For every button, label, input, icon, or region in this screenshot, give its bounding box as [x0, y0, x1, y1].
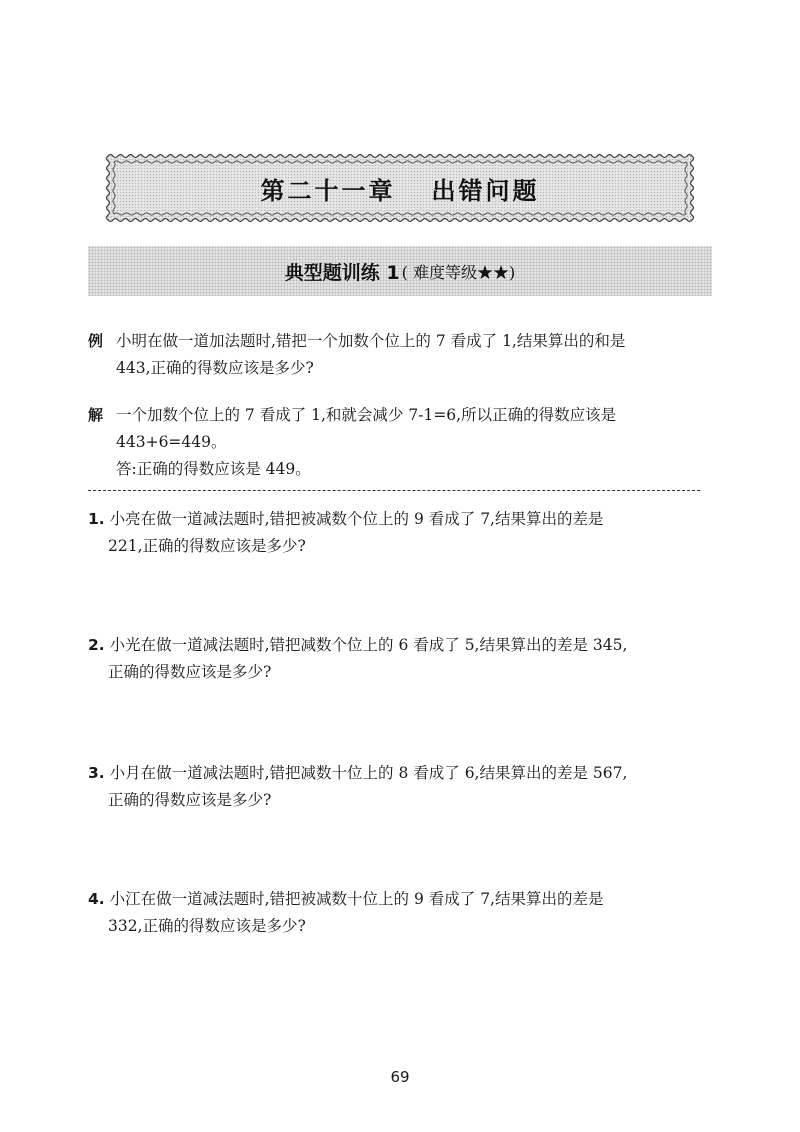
solution-line: 443+6=449。: [116, 433, 227, 451]
chapter-name: 出错问题: [431, 176, 540, 205]
question-text: 正确的得数应该是多少?: [108, 663, 272, 681]
solution-block: [88, 402, 712, 483]
page-number: 69: [390, 1068, 410, 1086]
question-number: 1.: [88, 510, 105, 528]
question-text: 221,正确的得数应该是多少?: [108, 537, 306, 555]
question-2: [88, 632, 712, 686]
dashed-divider: [88, 490, 700, 491]
question-text: 小月在做一道减法题时,错把减数十位上的 8 看成了 6,结果算出的差是 567,: [109, 764, 628, 782]
question-text: 小光在做一道减法题时,错把减数个位上的 6 看成了 5,结果算出的差是 345,: [109, 636, 628, 654]
question-1: [88, 506, 712, 560]
question-text: 小江在做一道减法题时,错把被减数十位上的 9 看成了 7,结果算出的差是: [109, 890, 604, 908]
example-line: 443,正确的得数应该是多少?: [116, 359, 314, 377]
question-text: 332,正确的得数应该是多少?: [108, 917, 306, 935]
chapter-number: 第二十一章: [260, 176, 396, 205]
chapter-title: [104, 152, 696, 224]
example-label: 例: [88, 332, 104, 350]
section-title-text: 典型题训练 1: [284, 261, 400, 284]
difficulty-label: ( 难度等级★★): [401, 262, 516, 282]
question-text: 小亮在做一道减法题时,错把被减数个位上的 9 看成了 7,结果算出的差是: [109, 510, 604, 528]
example-line: 小明在做一道加法题时,错把一个加数个位上的 7 看成了 1,结果算出的和是: [116, 332, 626, 350]
chapter-banner: [104, 152, 696, 224]
question-number: 4.: [88, 890, 105, 908]
question-4: [88, 886, 712, 940]
question-3: [88, 760, 712, 814]
section-title: [88, 246, 712, 296]
question-text: 正确的得数应该是多少?: [108, 791, 272, 809]
section-header: [88, 246, 712, 296]
question-number: 2.: [88, 636, 105, 654]
example-block: [88, 328, 712, 382]
question-number: 3.: [88, 764, 105, 782]
answer-line: 答:正确的得数应该是 449。: [116, 460, 311, 478]
solution-label: 解: [88, 406, 104, 424]
solution-line: 一个加数个位上的 7 看成了 1,和就会减少 7-1=6,所以正确的得数应该是: [116, 406, 617, 424]
